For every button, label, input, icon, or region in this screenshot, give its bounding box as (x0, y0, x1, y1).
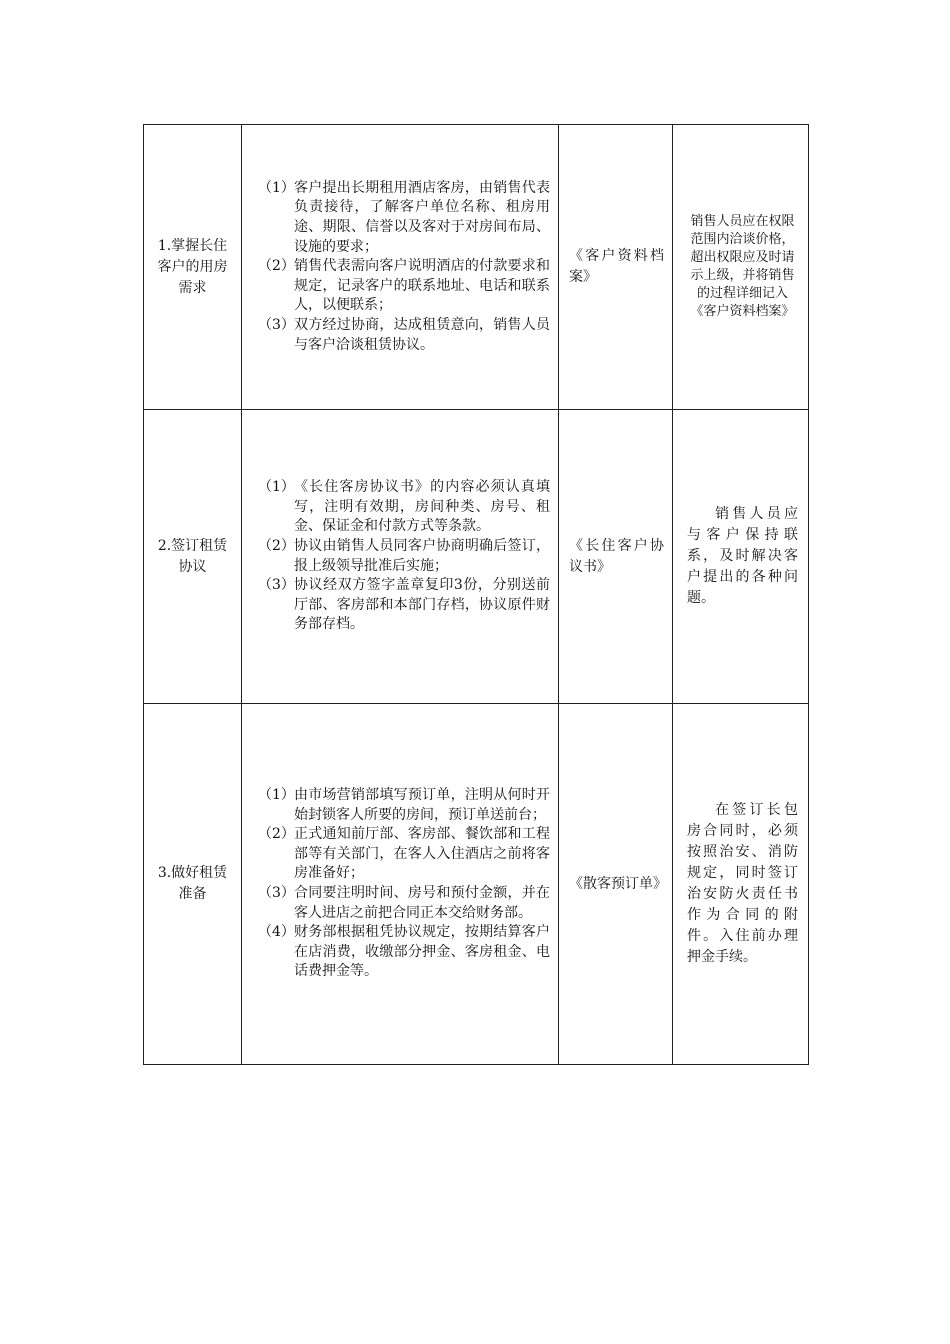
item-text: 由市场营销部填写预订单，注明从何时开始封锁客人所要的房间，预订单送前台； (294, 787, 550, 823)
step-cell (144, 125, 242, 410)
item-text: 销售代表需向客户说明酒店的付款要求和规定，记录客户的联系地址、电话和联系人，以便联系； (294, 258, 550, 314)
note-text: 在签订长包房合同时，必须按照治安、消防规定，同时签订治安防火责任书作为合同的附件。入住前办理押金手续。 (687, 802, 798, 965)
item-number: （1） (258, 179, 295, 196)
item-number: （2） (258, 826, 295, 843)
list-item (258, 825, 550, 884)
note-text: 销售人员应与客户保持联系，及时解决客户提出的各种问题。 (687, 506, 798, 606)
details-cell (242, 704, 559, 1065)
step-cell (144, 704, 242, 1065)
item-text: 财务部根据租凭协议规定，按期结算客户在店消费，收缴部分押金、客房租金、电话费押金等。 (294, 924, 550, 980)
list-item (258, 179, 550, 257)
item-number: （4） (258, 924, 295, 941)
item-number: （1） (258, 787, 295, 804)
item-text: 双方经过协商，达成租赁意向，销售人员与客户洽谈租赁协议。 (294, 316, 550, 353)
document-cell (559, 125, 673, 410)
list-item (258, 884, 550, 923)
procedure-table (143, 124, 809, 1065)
list-item (258, 478, 550, 537)
table-row (144, 704, 809, 1065)
item-text: 合同要注明时间、房号和预付金额，并在客人进店之前把合同正本交给财务部。 (294, 885, 550, 921)
note-cell (673, 125, 809, 410)
details-cell (242, 410, 559, 704)
step-cell (144, 410, 242, 704)
list-item (258, 923, 550, 982)
note-cell (673, 704, 809, 1065)
step-label: 3.做好租赁准备 (157, 865, 228, 902)
list-item (258, 316, 550, 355)
table-row (144, 410, 809, 704)
item-text: 正式通知前厅部、客房部、餐饮部和工程部等有关部门，在客人入住酒店之前将客房准备好； (294, 826, 550, 882)
item-text: 协议经双方签字盖章复印3份，分别送前厅部、客房部和本部门存档，协议原件财务部存档。 (294, 577, 550, 633)
item-number: （2） (258, 258, 295, 275)
item-number: （2） (258, 537, 295, 554)
note-cell (673, 410, 809, 704)
step-label: 2.签订租赁协议 (157, 537, 228, 575)
details-cell (242, 125, 559, 410)
item-number: （3） (258, 577, 295, 594)
step-label: 1.掌握长住客户的用房需求 (157, 237, 228, 296)
list-item (258, 537, 550, 576)
document-name: 《客户资料档案》 (569, 248, 664, 285)
item-text: 协议由销售人员同客户协商明确后签订，报上级领导批准后实施； (294, 537, 550, 574)
list-item (258, 257, 550, 316)
item-text: 客户提出长期租用酒店客房，由销售代表负责接待，了解客户单位名称、租房用途、期限、信誉以及客对于对房间布局、设施的要求； (294, 179, 550, 255)
list-item (258, 576, 550, 635)
table-row (144, 125, 809, 410)
note-text: 销售人员应在权限范围内洽谈价格，超出权限应及时请示上级，并将销售的过程详细记入《客户资料档案》 (690, 214, 795, 319)
document-cell (559, 410, 673, 704)
document-name: 《散客预订单》 (569, 875, 667, 892)
document-cell (559, 704, 673, 1065)
item-text: 《长住客房协议书》的内容必须认真填写，注明有效期，房间种类、房号、租金、保证金和付款方式等条款。 (294, 479, 550, 535)
item-number: （3） (258, 316, 295, 333)
list-item (258, 786, 550, 825)
document-name: 《长住客户协议书》 (569, 537, 664, 575)
item-number: （1） (258, 479, 295, 496)
item-number: （3） (258, 885, 295, 901)
